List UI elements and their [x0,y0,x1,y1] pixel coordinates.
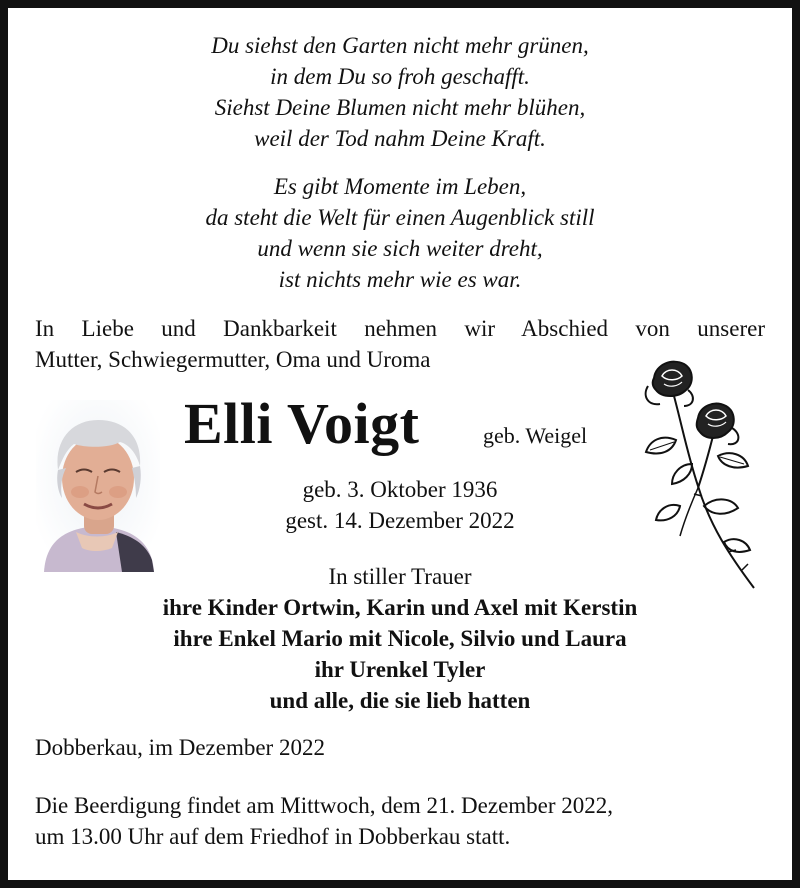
mourners-line: ihr Urenkel Tyler [314,657,486,682]
funeral-info [35,790,770,852]
mourners-section [0,561,800,716]
mourners-heading: In stiller Trauer [328,564,472,589]
poem-line: Siehst Deine Blumen nicht mehr blühen, [214,95,586,120]
intro-line-2: Mutter, Schwiegermutter, Oma und Uroma [35,347,431,372]
intro-line-1: In Liebe und Dankbarkeit nehmen wir Abschied von unserer [35,316,765,341]
deceased-name: Elli Voigt [184,391,420,456]
funeral-line-2: um 13.00 Uhr auf dem Friedhof in Dobberkau statt. [35,824,511,849]
poem-line: weil der Tod nahm Deine Kraft. [254,126,546,151]
maiden-name: geb. Weigel [483,423,588,448]
poem-line: Es gibt Momente im Leben, [273,174,527,199]
mourners-line: und alle, die sie lieb hatten [269,688,531,713]
rose-icon [632,356,766,594]
place-date: Dobberkau, im Dezember 2022 [35,735,325,760]
mourners-line: ihre Enkel Mario mit Nicole, Silvio und Laura [173,626,627,651]
mourners-line: ihre Kinder Ortwin, Karin und Axel mit Kerstin [162,595,638,620]
poem-line: Du siehst den Garten nicht mehr grünen, [211,33,589,58]
poem-line: und wenn sie sich weiter dreht, [257,236,543,261]
funeral-line-1: Die Beerdigung findet am Mittwoch, dem 21. Dezember 2022, [35,793,614,818]
poem-line: in dem Du so froh geschafft. [270,64,530,89]
poem-line: da steht die Welt für einen Augenblick still [205,205,595,230]
poem-stanza-2 [0,171,800,295]
birth-date: geb. 3. Oktober 1936 [302,477,498,502]
poem-line: ist nichts mehr wie es war. [278,267,522,292]
poem-stanza-1 [0,30,800,154]
death-date: gest. 14. Dezember 2022 [285,508,515,533]
